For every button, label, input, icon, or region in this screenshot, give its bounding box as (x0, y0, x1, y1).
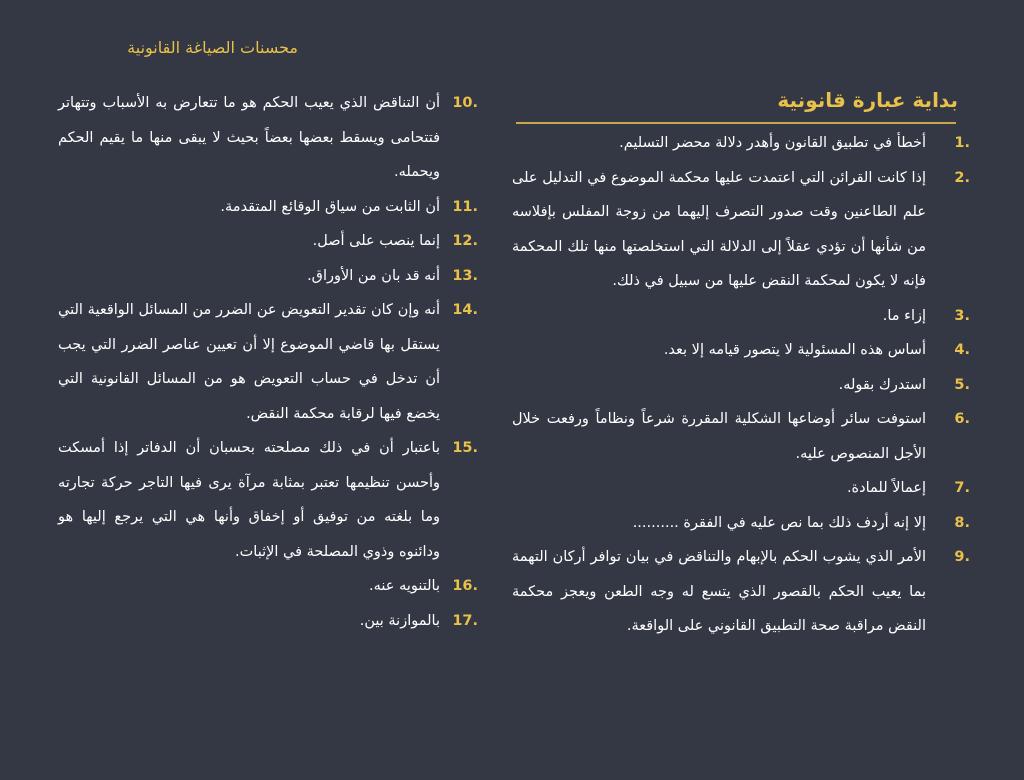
item-text: بالموازنة بين. (359, 612, 440, 629)
item-text: أخطأ في تطبيق القانون وأهدر دلالة محضر التسليم. (619, 135, 926, 151)
heading-divider (516, 122, 956, 124)
item-number: 3. (954, 307, 970, 324)
item-text: استوفت سائر أوضاعها الشكلية المقررة شرعاً ونظاماً ورفعت خلال الأجل المنصوص عليه. (512, 411, 926, 462)
list-item (58, 293, 478, 431)
item-number: 5. (954, 376, 970, 393)
list-item (512, 333, 970, 368)
item-text: إلا إنه أردف ذلك بما نص عليه في الفقرة .......... (632, 514, 926, 531)
right-phrase-list (512, 126, 970, 644)
item-text: إنما ينصب على أصل. (312, 233, 440, 249)
item-number: 2. (954, 169, 970, 186)
item-text: أن التناقض الذي يعيب الحكم هو ما تتعارض به الأسباب وتتهاتر فتتحامى ويسقط بعضها بعضاً بحيث لا يبقى منها ما يقيم الحكم ويحمله. (58, 95, 440, 180)
item-number: 17. (452, 612, 478, 629)
item-text: إزاء ما. (882, 307, 926, 324)
list-item (512, 471, 970, 506)
item-text: إعمالاً للمادة. (846, 480, 926, 496)
item-number: 4. (954, 342, 970, 358)
list-item (58, 569, 478, 604)
item-text: الأمر الذي يشوب الحكم بالإبهام والتناقض في بيان توافر أركان التهمة بما يعيب الحكم بالقصور الذي يتسع له وجه الطعن ويعجز محكمة النقض مراقبة صحة التطبيق القانوني على الواقعة. (512, 549, 926, 634)
list-item (512, 506, 970, 541)
item-text: أساس هذه المسئولية لا يتصور قيامه إلا بعد. (663, 342, 926, 358)
item-number: 16. (452, 578, 478, 594)
item-number: 6. (954, 411, 970, 427)
left-column-heading: محسنات الصياغة القانونية (127, 38, 298, 57)
item-number: 8. (954, 514, 970, 531)
list-item (512, 540, 970, 644)
list-item (58, 259, 478, 294)
item-number: 1. (954, 135, 970, 151)
right-column-heading: بداية عبارة قانونية (777, 88, 958, 112)
left-phrase-list (58, 86, 478, 638)
list-item (58, 604, 478, 639)
item-number: 13. (452, 267, 478, 284)
item-text: أن الثابت من سياق الوقائع المتقدمة. (220, 198, 440, 215)
list-item (58, 431, 478, 569)
list-item (512, 161, 970, 299)
list-item (512, 402, 970, 471)
list-item (58, 86, 478, 190)
list-item (512, 299, 970, 334)
item-text: أنه وإن كان تقدير التعويض عن الضرر من المسائل الواقعية التي يستقل بها قاضي الموضوع إلا أن تعيين عناصر الضرر التي يجب أن تدخل في حساب التعويض هو من المسائل القانونية التي يخضع فيها لرقابة محكمة النقض. (58, 302, 440, 422)
item-text: أنه قد بان من الأوراق. (307, 267, 440, 284)
item-text: باعتبار أن في ذلك مصلحته بحسبان أن الدفاتر إذا أمسكت وأحسن تنظيمها تعتبر بمثابة مرآة يرى فيها التاجر حركة تجارته وما بلغته من توفيق أو إخفاق وأنها هي التي يرجع إليها هو ودائنوه وذوي المصلحة في الإثبات. (58, 440, 440, 560)
item-number: 9. (954, 549, 970, 565)
item-number: 10. (452, 95, 478, 111)
item-number: 14. (452, 302, 478, 318)
item-text: استدرك بقوله. (838, 376, 926, 393)
item-number: 7. (954, 480, 970, 496)
item-text: بالتنويه عنه. (369, 578, 440, 594)
item-text: إذا كانت القرائن التي اعتمدت عليها محكمة الموضوع في التدليل على علم الطاعنين وقت صدور التصرف إليهما من زوجة المفلس بإفلاسه من شأنها أن تؤدي عقلاً إلى الدلالة التي استخلصتها منها تلك المحكمة فإنه لا يكون لمحكمة النقض عليها من سبيل في ذلك. (512, 169, 926, 289)
item-number: 11. (452, 198, 478, 215)
item-number: 12. (452, 233, 478, 249)
list-item (512, 126, 970, 161)
list-item (58, 190, 478, 225)
list-item (58, 224, 478, 259)
list-item (512, 368, 970, 403)
item-number: 15. (452, 440, 478, 456)
